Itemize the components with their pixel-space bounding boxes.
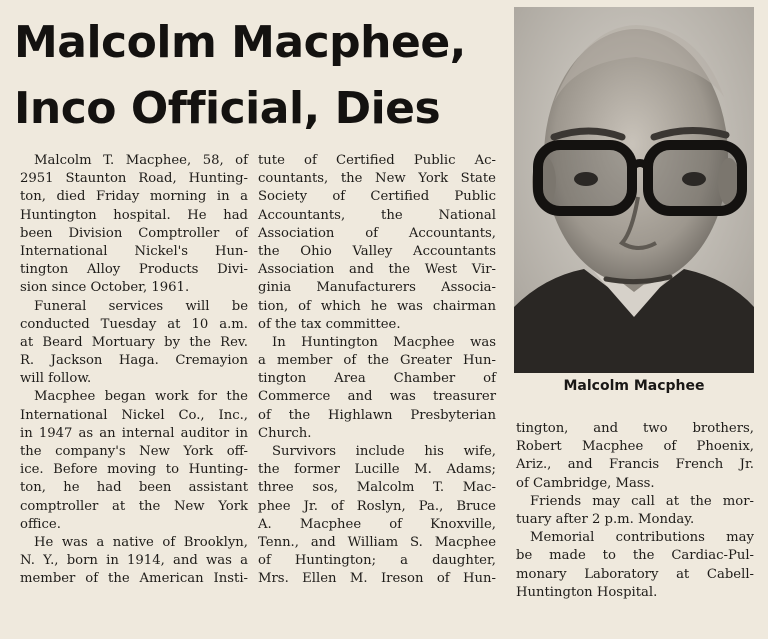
text-line: Tenn., and William S. Macphee xyxy=(258,534,496,550)
text-line: Malcolm T. Macphee, 58, of xyxy=(34,153,248,168)
text-line: International Nickel Co., Inc., xyxy=(20,407,248,423)
article-column-2 xyxy=(258,152,496,589)
portrait-photo xyxy=(514,7,754,373)
text-line: He was a native of Brooklyn, xyxy=(34,534,248,550)
text-line: ginia Manufacturers Associa- xyxy=(258,280,496,296)
text-line: in 1947 as an internal auditor in xyxy=(20,425,248,441)
text-line: ton, he had been assistant xyxy=(20,480,248,496)
text-line: of the tax committee. xyxy=(258,316,401,332)
headline xyxy=(14,10,504,142)
text-line: In Huntington Macphee was xyxy=(272,334,496,350)
text-line: phee Jr. of Roslyn, Pa., Bruce xyxy=(258,498,496,514)
text-line: Huntington hospital. He had xyxy=(20,207,248,223)
text-line: at Beard Mortuary by the Rev. xyxy=(20,334,248,350)
headline-line-1: Malcolm Macphee, xyxy=(14,17,466,68)
text-line: Church. xyxy=(258,425,312,441)
text-line: been Division Comptroller of xyxy=(20,225,248,241)
text-line: be made to the Cardiac-Pul- xyxy=(516,548,754,564)
text-line: Mrs. Ellen M. Ireson of Hun- xyxy=(258,571,496,587)
text-line: Friends may call at the mor- xyxy=(530,493,754,509)
text-line: Commerce and was treasurer xyxy=(258,389,496,405)
headline-line-2: Inco Official, Dies xyxy=(14,83,441,134)
text-line: will follow. xyxy=(20,371,92,387)
text-line: Funeral services will be xyxy=(34,298,248,314)
text-line: tington, and two brothers, xyxy=(516,421,754,436)
article-column-1 xyxy=(20,152,248,589)
text-line: of Cambridge, Mass. xyxy=(516,475,655,491)
text-line: Survivors include his wife, xyxy=(272,444,496,459)
text-line: R. Jackson Haga. Cremayion xyxy=(20,353,248,369)
text-line: sion since October, 1961. xyxy=(20,280,190,296)
text-line: tington Alloy Products Divi- xyxy=(20,262,248,278)
text-line: Society of Certified Public xyxy=(258,189,496,205)
text-line: Huntington Hospital. xyxy=(516,584,658,600)
text-line: countants, the New York State xyxy=(258,171,496,187)
text-line: ice. Before moving to Hunting- xyxy=(20,462,248,478)
text-line: International Nickel's Hun- xyxy=(20,243,248,259)
text-line: Association and the West Vir- xyxy=(258,262,496,278)
text-line: the former Lucille M. Adams; xyxy=(258,462,496,478)
photo-caption: Malcolm Macphee xyxy=(563,378,705,394)
text-line: tute of Certified Public Ac- xyxy=(258,153,496,168)
text-line: Macphee began work for the xyxy=(34,389,248,405)
text-line: conducted Tuesday at 10 a.m. xyxy=(20,316,248,332)
text-line: ton, died Friday morning in a xyxy=(20,189,248,205)
article-column-3 xyxy=(516,420,754,602)
text-line: a member of the Greater Hun- xyxy=(258,353,496,369)
text-line: of Huntington; a daughter, xyxy=(258,553,496,569)
text-line: office. xyxy=(20,516,61,532)
text-line: monary Laboratory at Cabell- xyxy=(516,566,754,582)
text-line: the Ohio Valley Accountants xyxy=(258,243,496,259)
text-line: comptroller at the New York xyxy=(20,498,248,514)
text-line: Association of Accountants, xyxy=(258,225,496,241)
text-line: member of the American Insti- xyxy=(20,571,248,587)
text-line: of the Highlawn Presbyterian xyxy=(258,407,496,423)
text-line: three sos, Malcolm T. Mac- xyxy=(258,480,496,496)
text-line: the company's New York off- xyxy=(20,444,248,459)
text-line: N. Y., born in 1914, and was a xyxy=(20,553,248,569)
text-line: Memorial contributions may xyxy=(530,530,754,546)
text-line: Robert Macphee of Phoenix, xyxy=(516,439,754,455)
text-line: Ariz., and Francis French Jr. xyxy=(516,457,754,473)
text-line: A. Macphee of Knoxville, xyxy=(258,516,496,532)
text-line: Accountants, the National xyxy=(258,207,496,223)
text-line: tuary after 2 p.m. Monday. xyxy=(516,511,695,527)
text-line: tion, of which he was chairman xyxy=(258,298,496,314)
portrait-illustration xyxy=(514,7,754,373)
text-line: 2951 Staunton Road, Hunting- xyxy=(20,171,248,187)
text-line: tington Area Chamber of xyxy=(258,371,496,387)
